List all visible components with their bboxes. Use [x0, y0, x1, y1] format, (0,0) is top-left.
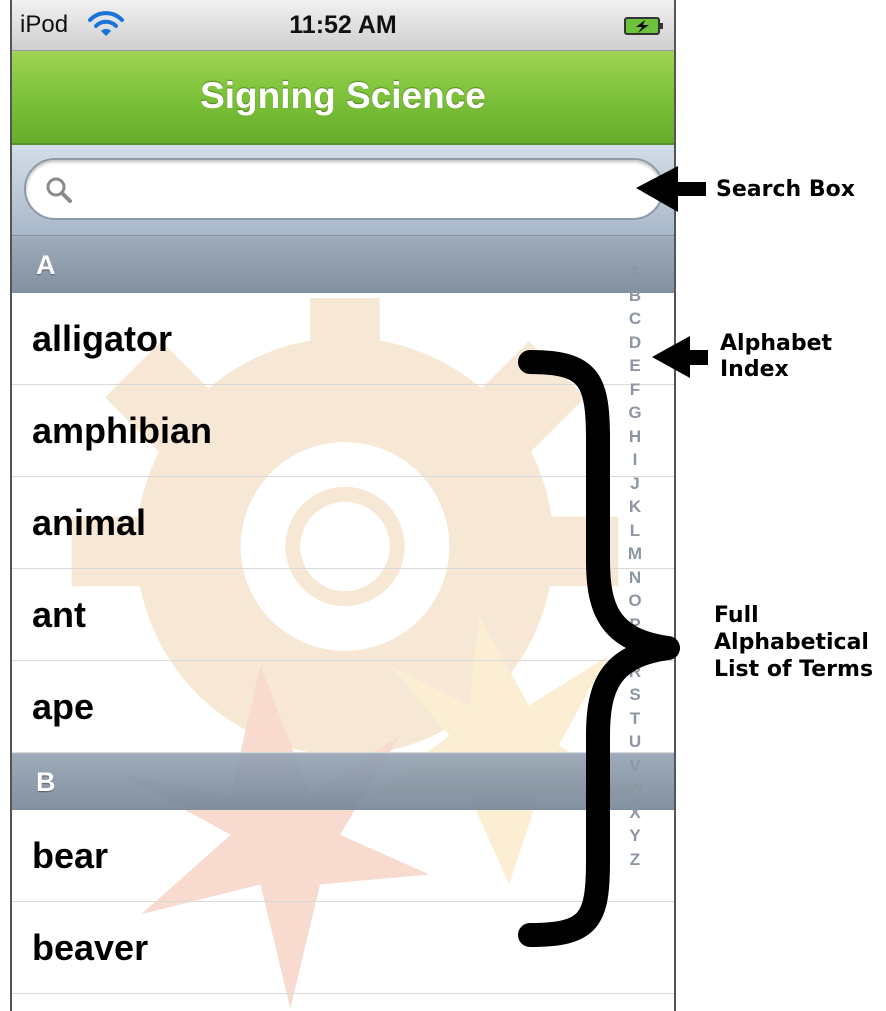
index-letter-s[interactable]: S	[629, 685, 641, 704]
app-title: Signing Science	[200, 75, 486, 116]
index-letter-j[interactable]: J	[630, 473, 640, 493]
list-item[interactable]: bear	[12, 810, 674, 902]
index-letter-v[interactable]: V	[629, 755, 641, 775]
index-letter-t[interactable]: T	[629, 708, 641, 728]
index-letter-l[interactable]: L	[629, 520, 641, 540]
magnifier-icon	[44, 175, 74, 205]
rows-container	[12, 236, 674, 994]
index-letter-f[interactable]: F	[629, 379, 641, 399]
list-item[interactable]: alligator	[12, 293, 674, 385]
index-letter-d[interactable]: D	[628, 332, 642, 352]
annotation-search-box: Search Box	[716, 177, 855, 202]
index-letter-e[interactable]: E	[629, 356, 641, 375]
index-letter-g[interactable]: G	[628, 403, 642, 422]
index-letter-z[interactable]: Z	[629, 849, 641, 869]
index-letter-r[interactable]: R	[628, 661, 642, 681]
terms-list	[12, 236, 674, 1011]
annotation-full-list-line2: Alphabetical	[714, 630, 869, 655]
search-field[interactable]	[24, 158, 664, 220]
annotation-alphabet-index-line2: Index	[720, 357, 789, 382]
carrier-label: iPod	[20, 11, 69, 38]
wifi-icon	[88, 10, 124, 43]
index-letter-w[interactable]: W	[626, 779, 644, 798]
section-header-a: A	[12, 236, 674, 293]
index-letter-b[interactable]: B	[628, 285, 642, 305]
index-letter-q[interactable]: Q	[628, 638, 642, 657]
index-letter-k[interactable]: K	[628, 497, 642, 516]
index-letter-o[interactable]: O	[628, 591, 642, 610]
search-input[interactable]	[86, 170, 650, 212]
navigation-bar	[12, 51, 674, 145]
annotation-full-list-line3: List of Terms	[714, 657, 874, 682]
annotation-alphabet-index-line1: Alphabet	[720, 331, 833, 356]
index-letter-i[interactable]: I	[632, 450, 638, 469]
annotation-alphabet-index	[720, 331, 832, 383]
status-bar	[12, 0, 674, 51]
index-letter-m[interactable]: M	[627, 544, 643, 563]
index-letter-c[interactable]: C	[628, 309, 642, 328]
annotation-full-list	[714, 602, 873, 683]
index-letter-h[interactable]: H	[628, 426, 642, 446]
search-bar	[12, 145, 674, 236]
index-letter-u[interactable]: U	[628, 732, 642, 751]
list-item[interactable]: beaver	[12, 902, 674, 994]
index-letter-a[interactable]: A	[628, 262, 642, 281]
list-item[interactable]: ape	[12, 661, 674, 753]
list-item[interactable]: amphibian	[12, 385, 674, 477]
alphabet-index[interactable]	[620, 260, 650, 871]
battery-charging-icon	[624, 16, 664, 41]
section-header-b: B	[12, 753, 674, 810]
list-item[interactable]: ant	[12, 569, 674, 661]
index-letter-y[interactable]: Y	[629, 826, 641, 845]
status-time: 11:52 AM	[289, 11, 397, 39]
list-item[interactable]: animal	[12, 477, 674, 569]
index-letter-n[interactable]: N	[628, 567, 642, 587]
annotation-full-list-line1: Full	[714, 603, 759, 628]
phone-screen	[10, 0, 676, 1011]
index-letter-p[interactable]: P	[629, 614, 641, 634]
index-letter-x[interactable]: X	[629, 802, 641, 822]
